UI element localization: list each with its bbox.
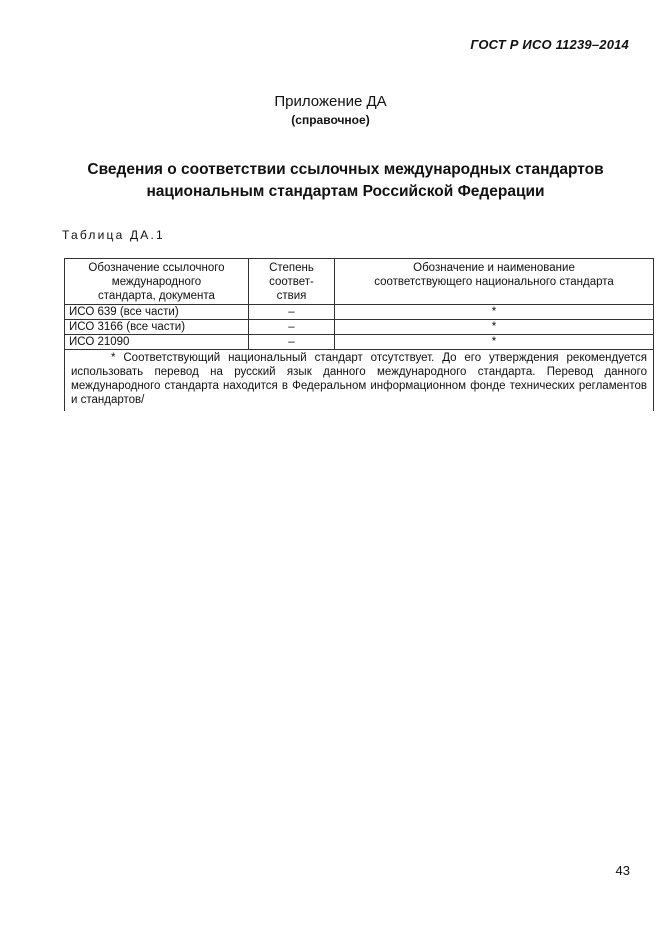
header-national-standard: [335, 259, 654, 305]
cell-national: *: [335, 305, 654, 320]
footnote-text: * Соответствующий национальный стандарт отсутствует. До его утверждения рекомендуется использовать перевод на русский язык данного международного стандарта. Перевод данного международного стандарта находится в Федеральном информационном фонде технических регламентов и стандартов/: [71, 352, 647, 406]
header-degree: [249, 259, 335, 305]
header-national-line: соответствующего национального стандарта: [374, 276, 614, 288]
table-footnote-row: [65, 350, 654, 412]
cell-designation: ИСО 3166 (все части): [65, 320, 249, 335]
header-degree-line: Степень: [269, 262, 314, 274]
cell-degree: –: [249, 335, 335, 350]
header-designation-line: Обозначение ссылочного: [88, 262, 225, 274]
cell-national: *: [335, 335, 654, 350]
header-degree-line: соответ-: [269, 276, 314, 288]
table-row: [65, 320, 654, 335]
table-row: [65, 335, 654, 350]
table-row: [65, 305, 654, 320]
annex-title: Приложение ДА: [274, 93, 387, 110]
header-designation-line: международного: [111, 276, 202, 288]
section-title-line-1: Сведения о соответствии ссылочных международных стандартов: [87, 161, 604, 178]
header-designation-line: стандарта, документа: [98, 290, 215, 302]
table-footnote: [65, 350, 654, 412]
header-designation: [65, 259, 249, 305]
cell-degree: –: [249, 305, 335, 320]
cell-designation: ИСО 21090: [65, 335, 249, 350]
table-caption: Таблица ДА.1: [62, 228, 165, 242]
cell-national: *: [335, 320, 654, 335]
header-national-line: Обозначение и наименование: [413, 262, 575, 274]
table-header-row: [65, 259, 654, 305]
correspondence-table: [64, 258, 654, 411]
annex-subtitle: (справочное): [291, 113, 370, 127]
page-number: 43: [615, 863, 630, 878]
section-title-line-2: национальным стандартам Российской Федерации: [146, 183, 545, 200]
cell-designation: ИСО 639 (все части): [65, 305, 249, 320]
section-title: [40, 159, 651, 203]
cell-degree: –: [249, 320, 335, 335]
header-degree-line: ствия: [276, 290, 307, 302]
document-header: ГОСТ Р ИСО 11239–2014: [470, 37, 629, 52]
